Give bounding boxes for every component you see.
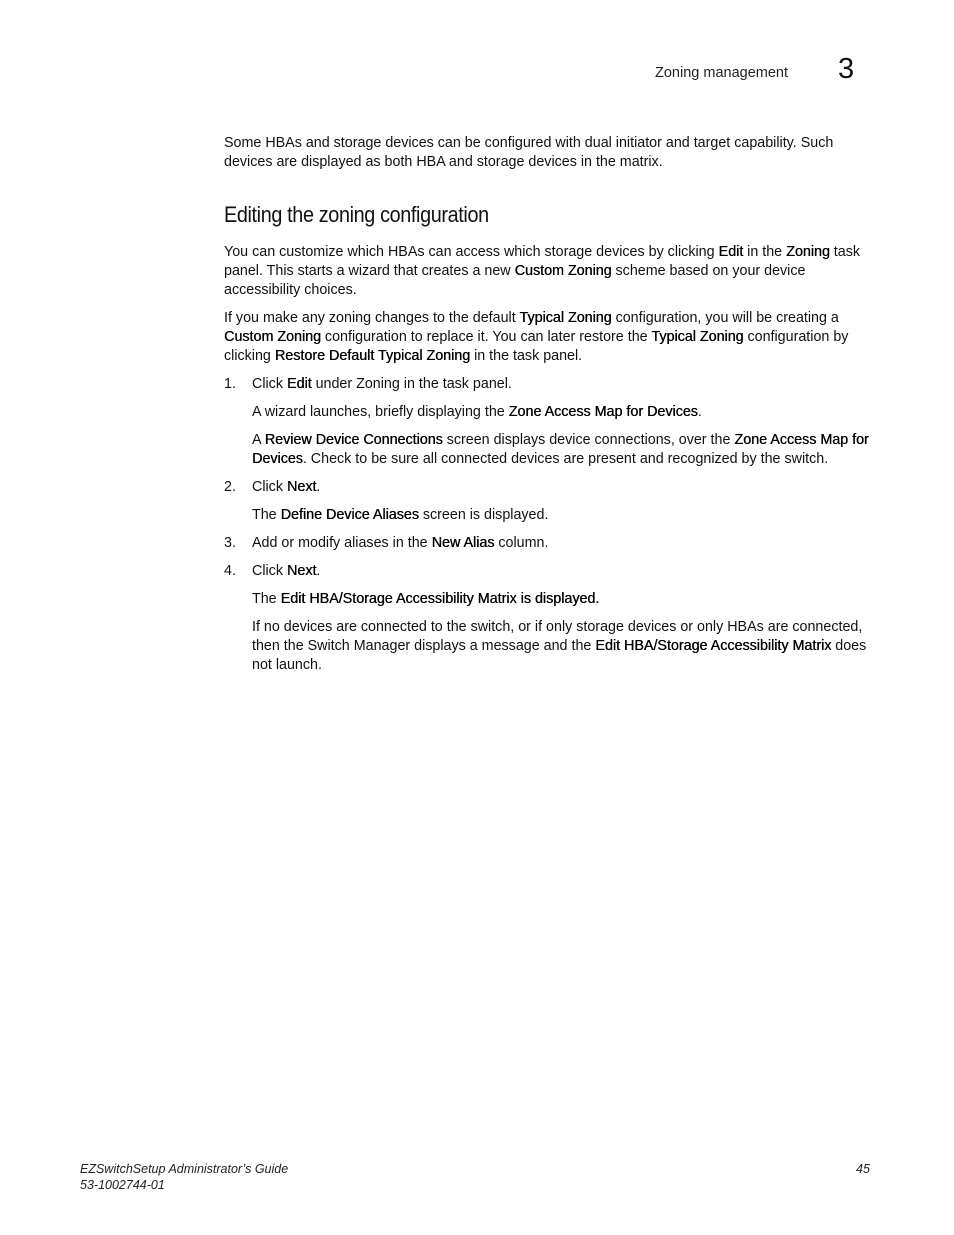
footer-guide-title: EZSwitchSetup Administrator’s Guide [80, 1162, 289, 1176]
ui-term: Zone Access Map for Devices [508, 404, 698, 420]
footer-left [80, 1161, 288, 1193]
step-2: 2. Click Next. [224, 479, 321, 495]
ui-term: Edit HBA/Storage Accessibility Matrix is displayed. [280, 591, 600, 607]
ui-term: Typical Zoning [651, 329, 744, 345]
ui-term: Edit [286, 376, 312, 392]
ui-term: Next [286, 563, 317, 579]
step-1-detail-2: A Review Device Connections screen displays device connections, over the Zone Access Map for Devices. Check to be sure all connected devices are present and recognized by the switch. [252, 432, 869, 467]
step-3: 3. Add or modify aliases in the New Alias column. [224, 535, 549, 551]
step-number: 3. [224, 535, 236, 551]
step-1-detail-1: A wizard launches, briefly displaying the Zone Access Map for Devices. [252, 404, 702, 420]
section-paragraph-1: You can customize which HBAs can access which storage devices by clicking Edit in the Zoning task panel. This starts a wizard that creates a new Custom Zoning scheme based on your device accessibility choices. [224, 244, 861, 298]
ui-term: Custom Zoning [514, 263, 612, 279]
ui-term: Review Device Connections [264, 432, 443, 448]
step-number: 4. [224, 563, 236, 579]
step-number: 2. [224, 479, 236, 495]
ui-term: Next [286, 479, 317, 495]
step-4: 4. Click Next. [224, 563, 321, 579]
running-header-section-title: Zoning management [655, 65, 788, 81]
footer-doc-number: 53-1002744-01 [80, 1178, 165, 1192]
page-content [224, 134, 874, 684]
ui-term: Zone Access Map for Devices [252, 432, 869, 467]
section-heading: Editing the zoning configuration [224, 202, 489, 227]
step-1: 1. Click Edit under Zoning in the task panel. [224, 376, 512, 392]
step-number: 1. [224, 376, 236, 392]
ui-term: New Alias [431, 535, 495, 551]
chapter-number: 3 [838, 53, 855, 85]
section-paragraph-2: If you make any zoning changes to the default Typical Zoning configuration, you will be creating a Custom Zoning configuration to replace it. You can later restore the Typical Zoning configuration by clicking Restore Default Typical Zoning in the task panel. [224, 310, 849, 364]
step-4-detail-1: The Edit HBA/Storage Accessibility Matrix is displayed. [252, 591, 600, 607]
ui-term: Edit [718, 244, 744, 260]
step-2-detail-1: The Define Device Aliases screen is displayed. [252, 507, 549, 523]
ui-term: Custom Zoning [224, 329, 321, 345]
intro-paragraph: Some HBAs and storage devices can be configured with dual initiator and target capability. Such devices are displayed as both HBA and storage devices in the matrix. [224, 135, 834, 170]
step-4-detail-2: If no devices are connected to the switch, or if only storage devices or only HBAs are connected, then the Switch Manager displays a message and the Edit HBA/Storage Accessibility Matrix does not launch. [252, 619, 867, 673]
footer-page-number: 45 [856, 1162, 870, 1176]
ui-term: Edit HBA/Storage Accessibility Matrix [595, 638, 832, 654]
ui-term: Typical Zoning [519, 310, 612, 326]
ui-term: Zoning [786, 244, 830, 260]
ui-term: Define Device Aliases [280, 507, 419, 523]
ui-term: Restore Default Typical Zoning [274, 348, 471, 364]
